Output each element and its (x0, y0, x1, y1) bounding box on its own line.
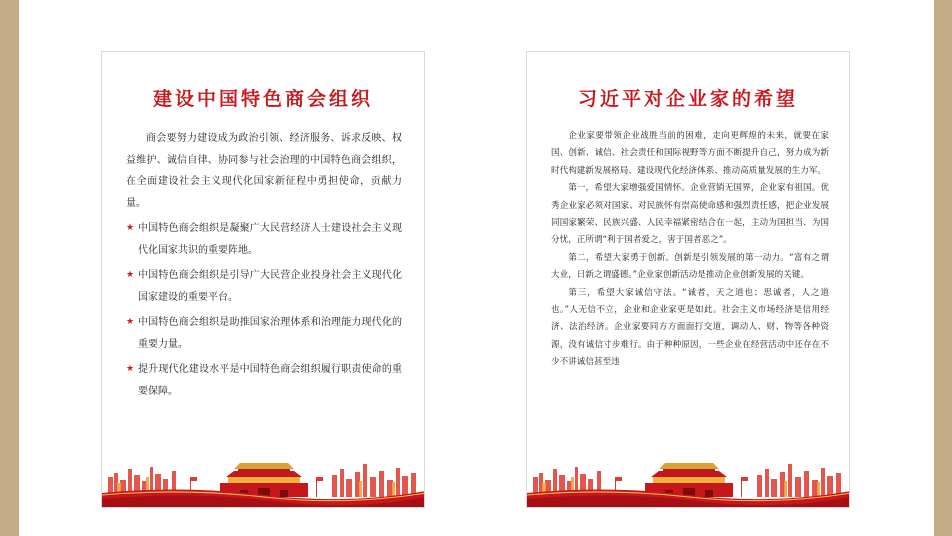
star-icon: ★ (126, 364, 135, 374)
bullet-text: 提升现代化建设水平是中国特色商会组织履行职责使命的重要保障。 (138, 364, 402, 397)
bullet-text: 中国特色商会组织是引导广大民营企业投身社会主义现代化国家建设的重要平台。 (138, 270, 402, 303)
tiananmen-banner-illustration (527, 455, 850, 507)
poster-body (126, 128, 402, 402)
star-icon: ★ (126, 270, 135, 280)
paragraph: 第二，希望大家勇于创新。创新是引领发展的第一动力。“富有之谓大业，日新之谓盛德。”企业家创新活动是推动企业创新发展的关键。 (551, 252, 829, 281)
paragraph: 第三，希望大家诚信守法。“诚者，天之道也；思诚者，人之道也。”人无信不立，企业和企业家更是如此。社会主义市场经济是信用经济、法治经济。企业家要同方方面面打交道，调动人、财、物等各种资源，没有诚信寸步难行。由于种种原因，一些企业在经营活动中还存在不少不讲诚信甚至违 (551, 287, 829, 368)
bullet-item (126, 218, 402, 261)
paragraph: 第一，希望大家增强爱国情怀。企业营销无国界，企业家有祖国。优秀企业家必须对国家、对民族怀有崇高使命感和强烈责任感，把企业发展同国家繁荣、民族兴盛、人民幸福紧密结合在一起，主动为国担当、为国分忧，正所谓“利于国者爱之，害于国者恶之”。 (551, 183, 829, 246)
poster-left (101, 51, 425, 508)
intro-paragraph: 商会要努力建设成为政治引领、经济服务、诉求反映、权益维护、诚信自律、协同参与社会治理的中国特色商会组织，在全面建设社会主义现代化国家新征程中勇担使命，贡献力量。 (126, 133, 402, 209)
bullet-item (126, 312, 402, 355)
bullet-item (126, 359, 402, 402)
poster-title: 习近平对企业家的希望 (577, 88, 798, 110)
star-icon: ★ (126, 223, 135, 233)
bullet-text: 中国特色商会组织是助推国家治理体系和治理能力现代化的重要力量。 (138, 317, 402, 350)
frame-right-border (934, 0, 952, 536)
poster-title: 建设中国特色商会组织 (152, 88, 373, 110)
poster-right (526, 51, 850, 508)
bullet-text: 中国特色商会组织是凝聚广大民营经济人士建设社会主义现代化国家共识的重要阵地。 (138, 223, 402, 256)
tiananmen-banner-illustration (102, 455, 425, 507)
poster-body (551, 128, 829, 372)
paragraph: 企业家要带领企业战胜当前的困难，走向更辉煌的未来，就要在家国、创新、诚信、社会责任和国际视野等方面不断提升自己，努力成为新时代构建新发展格局、建设现代化经济体系、推动高质量发展的生力军。 (551, 131, 829, 176)
frame-left-border (0, 0, 19, 536)
star-icon: ★ (126, 317, 135, 327)
bullet-item (126, 265, 402, 308)
